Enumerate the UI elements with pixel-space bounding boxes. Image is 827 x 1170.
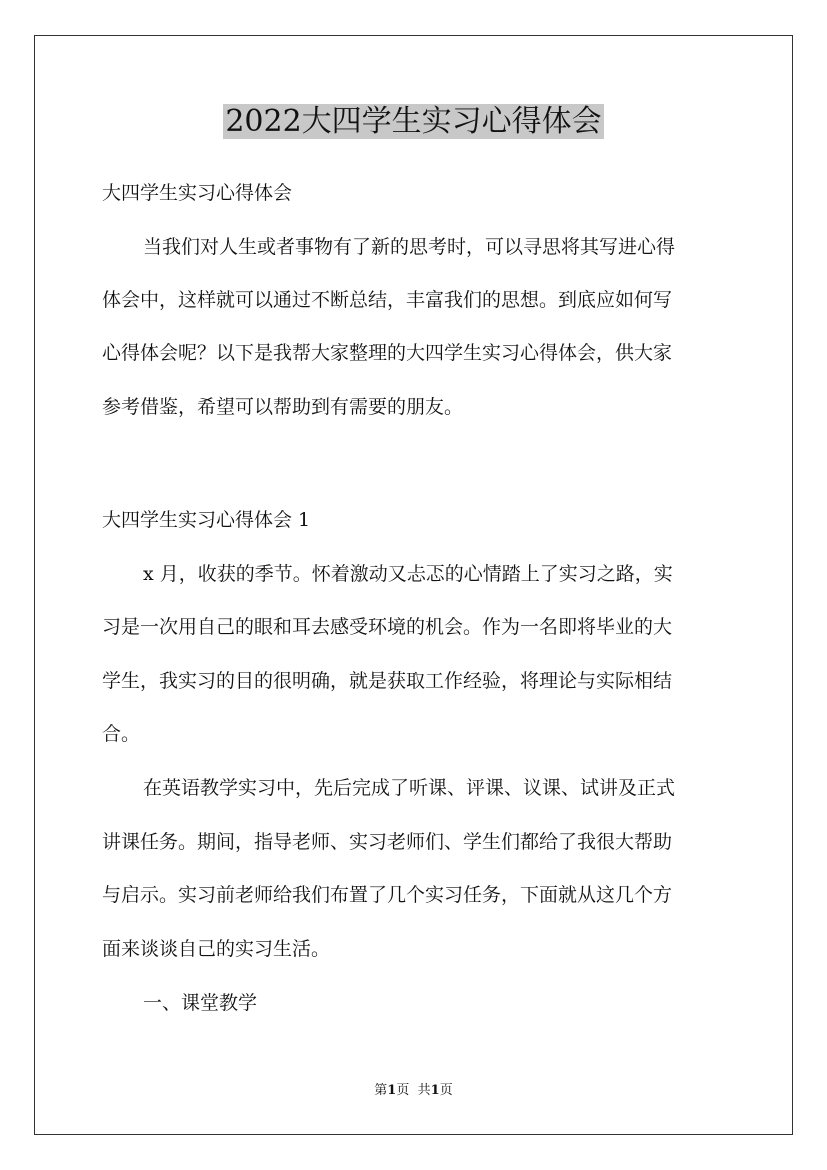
para2-line-1: 在英语教学实习中，先后完成了听课、评课、议课、试讲及正式 bbox=[143, 777, 676, 799]
page-footer bbox=[0, 1082, 827, 1100]
document-title bbox=[0, 100, 827, 144]
footer-page-number: 1 bbox=[387, 1083, 397, 1098]
footer-page-unit: 页 bbox=[396, 1083, 410, 1098]
document-heading: 大四学生实习心得体会 bbox=[102, 182, 293, 204]
intro-line-4: 参考借鉴，希望可以帮助到有需要的朋友。 bbox=[102, 396, 464, 418]
intro-line-1: 当我们对人生或者事物有了新的思考时，可以寻思将其写进心得 bbox=[143, 236, 676, 258]
section-heading-1: 大四学生实习心得体会 1 bbox=[102, 509, 311, 531]
para1-line-2: 习是一次用自己的眼和耳去感受环境的机会。作为一名即将毕业的大 bbox=[102, 616, 673, 638]
para2-line-2: 讲课任务。期间，指导老师、实习老师们、学生们都给了我很大帮助 bbox=[102, 831, 673, 853]
footer-total-unit: 页 bbox=[439, 1083, 453, 1098]
para1-line-4: 合。 bbox=[102, 723, 141, 745]
para2-line-4: 面来谈谈自己的实习生活。 bbox=[102, 938, 331, 960]
footer-total-number: 1 bbox=[430, 1083, 440, 1098]
para1-line-1: x 月，收获的季节。怀着激动又忐忑的心情踏上了实习之路，实 bbox=[143, 563, 673, 585]
footer-total-label: 共 bbox=[417, 1083, 431, 1098]
footer-page-label: 第 bbox=[374, 1083, 388, 1098]
document-title-text: 2022大四学生实习心得体会 bbox=[225, 104, 602, 139]
para2-line-3: 与启示。实习前老师给我们布置了几个实习任务，下面就从这几个方 bbox=[102, 884, 673, 906]
intro-line-2: 体会中，这样就可以通过不断总结，丰富我们的思想。到底应如何写 bbox=[102, 289, 673, 311]
para1-line-3: 学生，我实习的目的很明确，就是获取工作经验，将理论与实际相结 bbox=[102, 670, 673, 692]
intro-line-3: 心得体会呢？以下是我帮大家整理的大四学生实习心得体会，供大家 bbox=[102, 342, 673, 364]
subheading-classroom-teaching: 一、课堂教学 bbox=[143, 992, 258, 1014]
